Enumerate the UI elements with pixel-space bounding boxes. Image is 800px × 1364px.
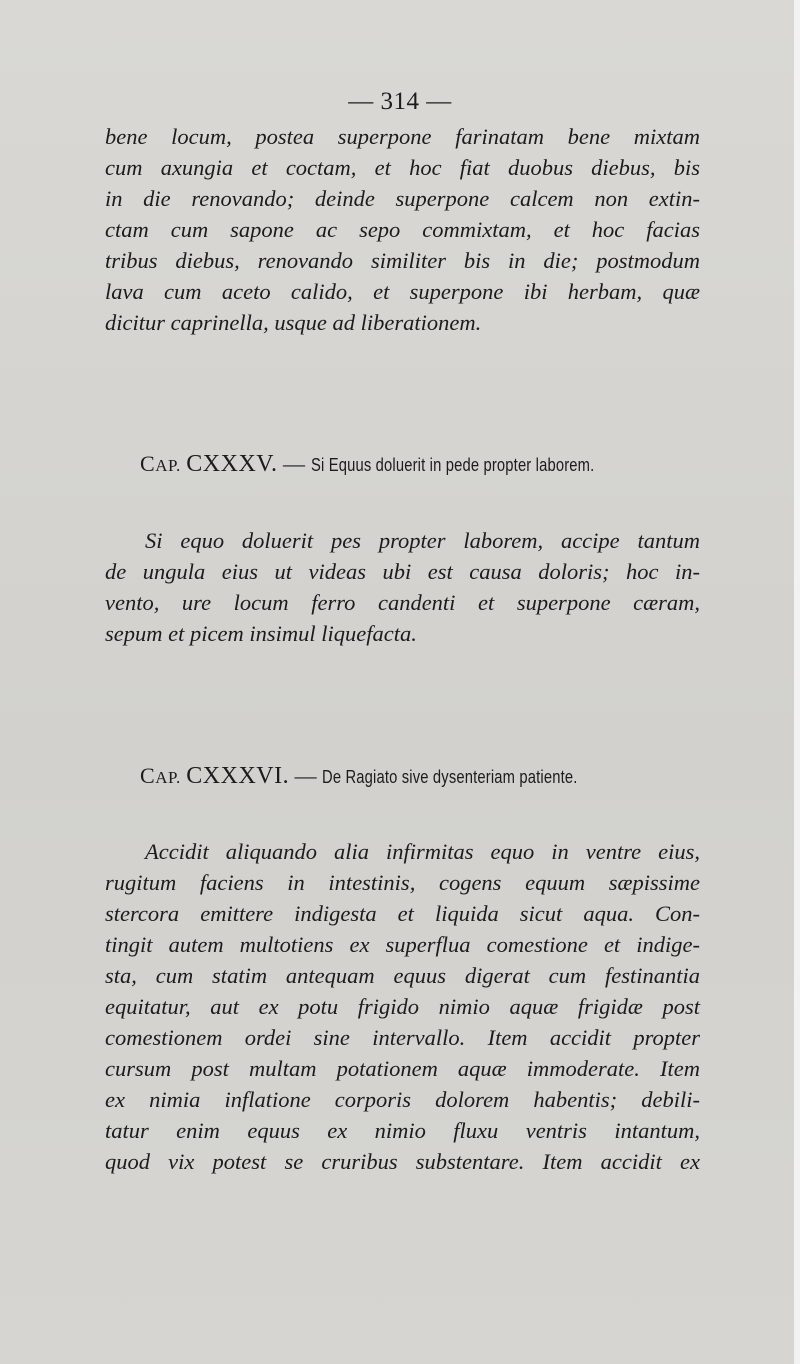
chapter-heading-cxxxvi [140, 763, 730, 790]
text-line: Accidit aliquando alia infirmitas equo in ventre eius, [145, 839, 700, 864]
page-edge [794, 0, 800, 1364]
chapter-cap-initial: C [140, 763, 156, 788]
text-line: quod vix potest se cruribus substentare. Item accidit ex [105, 1149, 700, 1174]
text-line: lava cum aceto calido, et superpone ibi herbam, quæ [105, 279, 700, 304]
text-line: tatur enim equus ex nimio fluxu ventris intantum, [105, 1118, 700, 1143]
text-line: equitatur, aut ex potu frigido nimio aquæ frigidæ post [105, 994, 700, 1019]
text-line: dicitur caprinella, usque ad liberationem. [105, 310, 482, 335]
text-line: rugitum faciens in intestinis, cogens equum sæpissime [105, 870, 700, 895]
text-line: in die renovando; deinde superpone calcem non extin- [105, 186, 700, 211]
chapter-title: De Ragiato sive dysenteriam patiente. [322, 767, 578, 787]
text-line: cum axungia et coctam, et hoc fiat duobus diebus, bis [105, 155, 700, 180]
paragraph-continuation [105, 121, 700, 338]
heading-dash: — [294, 763, 317, 788]
text-line: bene locum, postea superpone farinatam bene mixtam [105, 124, 700, 149]
text-line: ctam cum sapone ac sepo commixtam, et hoc facias [105, 217, 700, 242]
text-line: cursum post multam potationem aquæ immoderate. Item [105, 1056, 700, 1081]
chapter-numeral: CXXXVI. [186, 763, 290, 789]
text-line: ex nimia inflatione corporis dolorem habentis; debili- [105, 1087, 700, 1112]
text-line: tribus diebus, renovando similiter bis in die; postmodum [105, 248, 700, 273]
chapter-cap-initial: C [140, 451, 156, 476]
text-line: tingit autem multotiens ex superflua comestione et indige- [105, 932, 700, 957]
chapter-numeral: CXXXV. [186, 451, 278, 477]
page-number: — 314 — [348, 88, 452, 115]
chapter-title: Si Equus doluerit in pede propter laborem. [310, 455, 594, 475]
text-line: stercora emittere indigesta et liquida sicut aqua. Con- [105, 901, 700, 926]
text-line: comestionem ordei sine intervallo. Item accidit propter [105, 1025, 700, 1050]
text-line: Si equo doluerit pes propter laborem, accipe tantum [145, 528, 700, 553]
heading-dash: — [283, 451, 306, 476]
text-line: sta, cum statim antequam equus digerat cum festinantia [105, 963, 700, 988]
paragraph-cxxxv [105, 525, 700, 649]
text-line: de ungula eius ut videas ubi est causa doloris; hoc in- [105, 559, 700, 584]
chapter-heading-cxxxv [140, 451, 730, 478]
paragraph-cxxxvi [105, 836, 700, 1177]
text-line: sepum et picem insimul liquefacta. [105, 621, 417, 646]
chapter-cap-rest: AP. [155, 768, 181, 787]
text-line: vento, ure locum ferro candenti et superpone cæram, [105, 590, 700, 615]
chapter-cap-rest: AP. [155, 456, 181, 475]
